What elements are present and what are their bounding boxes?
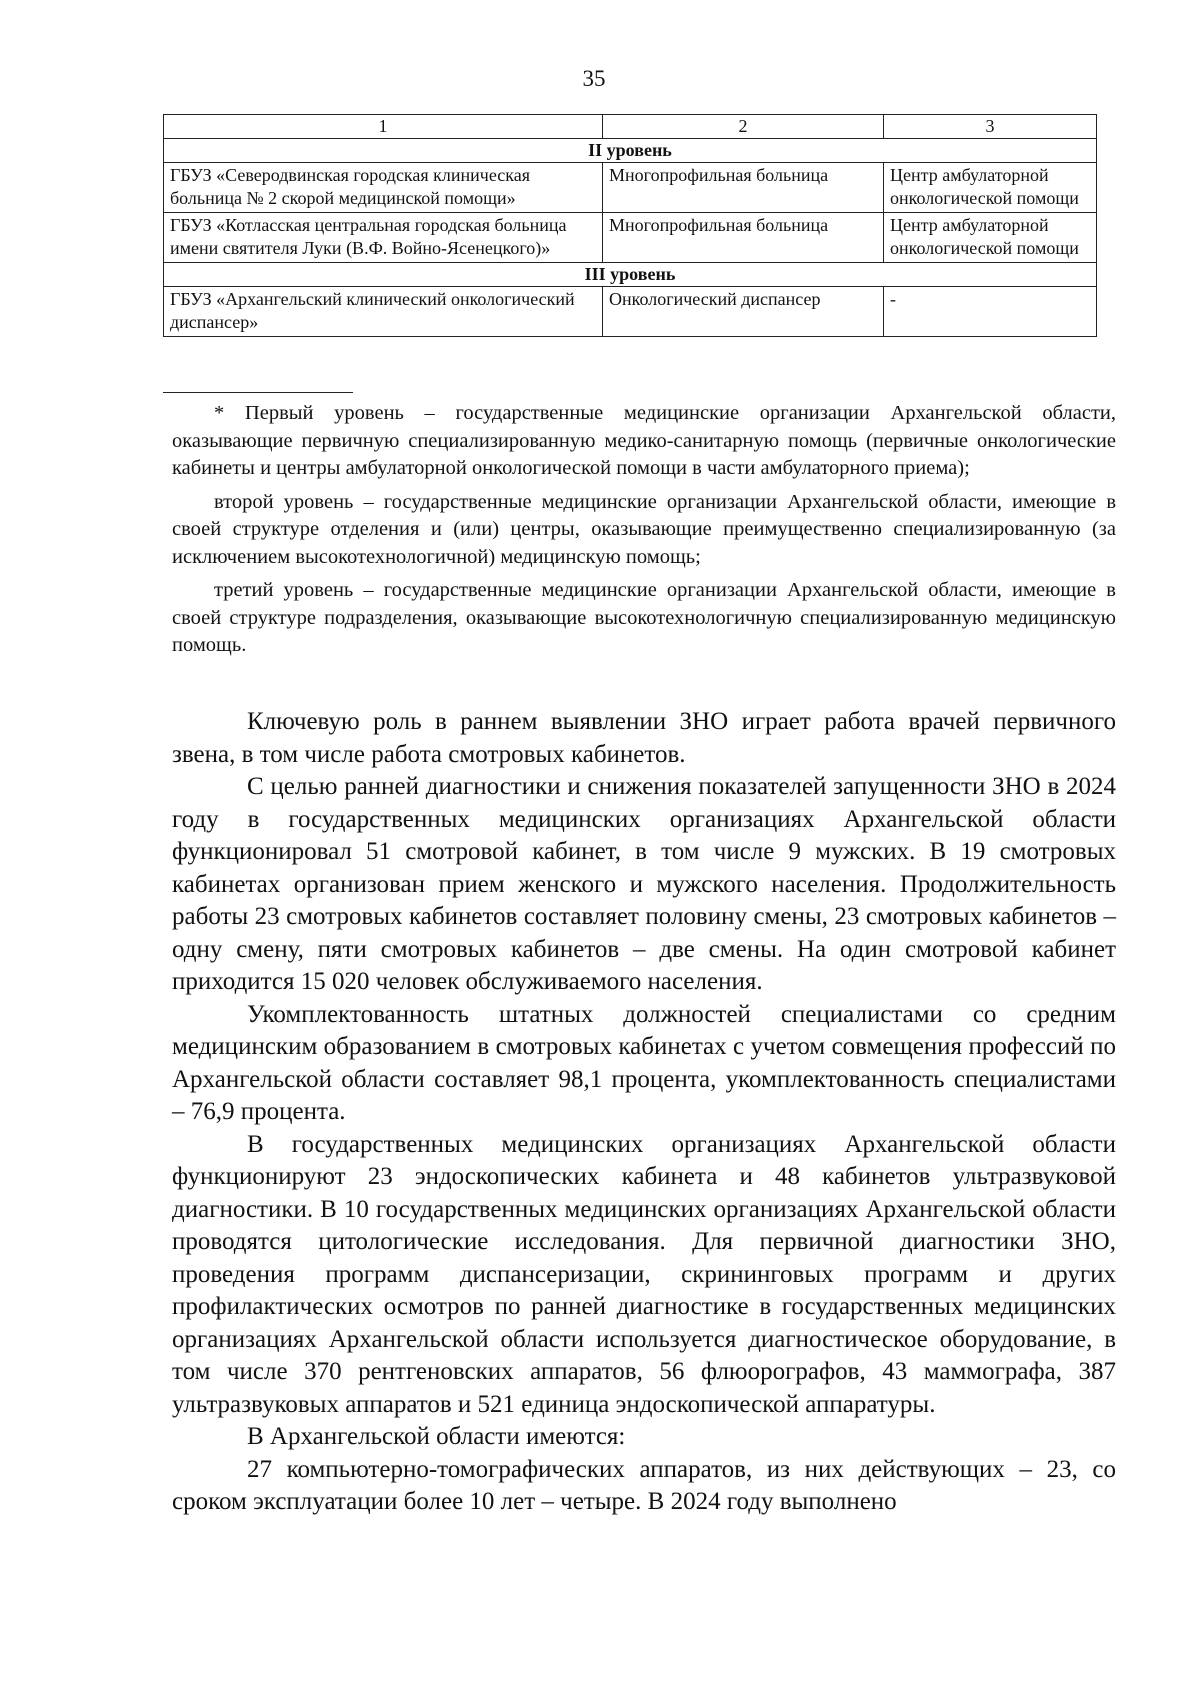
unit-cell: Центр амбулаторной онкологической помощи — [884, 213, 1097, 263]
footnote: третий уровень – государственные медицинские организации Архангельской области, имеющие в своей структуре подразделения, оказывающие высокотехнологичную специализированную медицинскую помощь. — [172, 579, 1116, 656]
column-header: 1 — [164, 115, 603, 139]
footnotes — [172, 400, 1116, 666]
paragraph: Ключевую роль в раннем выявлении ЗНО играет работа врачей первичного звена, в том числе работа смотровых кабинетов. — [172, 708, 1116, 768]
paragraph: С целью ранней диагностики и снижения показателей запущенности ЗНО в 2024 году в государственных медицинских организациях Архангельской области функционировал 51 смотровой кабинет, в том числе 9 мужских. В 19 смотровых кабинетах организован прием женского и мужского населения. Продолжительность работы 23 смотровых кабинетов составляет половину смены, 23 смотровых кабинетов – одну смену, пяти смотровых кабинетов – две смены. На один смотровой кабинет приходится 15 020 человек обслуживаемого населения. — [172, 773, 1116, 995]
column-header: 3 — [884, 115, 1097, 139]
organization-cell: ГБУЗ «Северодвинская городская клиническая больница № 2 скорой медицинской помощи» — [164, 163, 603, 213]
type-cell: Онкологический диспансер — [603, 287, 884, 337]
page-number: 35 — [582, 66, 606, 91]
organization-cell: ГБУЗ «Архангельский клинический онкологический диспансер» — [164, 287, 603, 337]
level-row — [164, 139, 1097, 163]
type-cell: Многопрофильная больница — [603, 163, 884, 213]
unit-cell: - — [884, 287, 1097, 337]
paragraph: В Архангельской области имеются: — [247, 1423, 626, 1450]
type-cell: Многопрофильная больница — [603, 213, 884, 263]
body-text — [172, 706, 1116, 1519]
table-header-row — [164, 115, 1097, 139]
paragraph: Укомплектованность штатных должностей специалистами со средним медицинским образованием в смотровых кабинетах с учетом совмещения профессий по Архангельской области составляет 98,1 процента, укомплектованность специалистами – 76,9 процента. — [172, 1000, 1116, 1125]
table-row — [164, 163, 1097, 213]
level-heading: II уровень — [164, 139, 1097, 163]
paragraph: 27 компьютерно-томографических аппаратов, из них действующих – 23, со сроком эксплуатации более 10 лет – четыре. В 2024 году выполнено — [172, 1455, 1116, 1515]
table-row — [164, 287, 1097, 337]
footnote-divider — [163, 392, 353, 393]
levels-table — [163, 114, 1097, 337]
table-row — [164, 213, 1097, 263]
level-row — [164, 263, 1097, 287]
footnote: второй уровень – государственные медицинские организации Архангельской области, имеющие в своей структуре отделения и (или) центры, оказывающие преимущественно специализированную (за исключением высокотехнологичной) медицинскую помощь; — [172, 490, 1116, 568]
footnote: * Первый уровень – государственные медицинские организации Архангельской области, оказывающие первичную специализированную медико-санитарную помощь (первичные онкологические кабинеты и центры амбулаторной онкологической помощи в части амбулаторного приема); — [172, 402, 1116, 479]
column-header: 2 — [603, 115, 884, 139]
level-heading: III уровень — [164, 263, 1097, 287]
organization-cell: ГБУЗ «Котласская центральная городская больница имени святителя Луки (В.Ф. Войно-Ясенецкого)» — [164, 213, 603, 263]
unit-cell: Центр амбулаторной онкологической помощи — [884, 163, 1097, 213]
paragraph: В государственных медицинских организациях Архангельской области функционируют 23 эндоскопических кабинета и 48 кабинетов ультразвуковой диагностики. В 10 государственных медицинских организациях Архангельской области проводятся цитологические исследования. Для первичной диагностики ЗНО, проведения программ диспансеризации, скрининговых программ и других профилактических осмотров по ранней диагностике в государственных медицинских организациях Архангельской области используется диагностическое оборудование, в том числе 370 рентгеновских аппаратов, 56 флюорографов, 43 маммографа, 387 ультразвуковых аппаратов и 521 единица эндоскопической аппаратуры. — [172, 1130, 1116, 1418]
